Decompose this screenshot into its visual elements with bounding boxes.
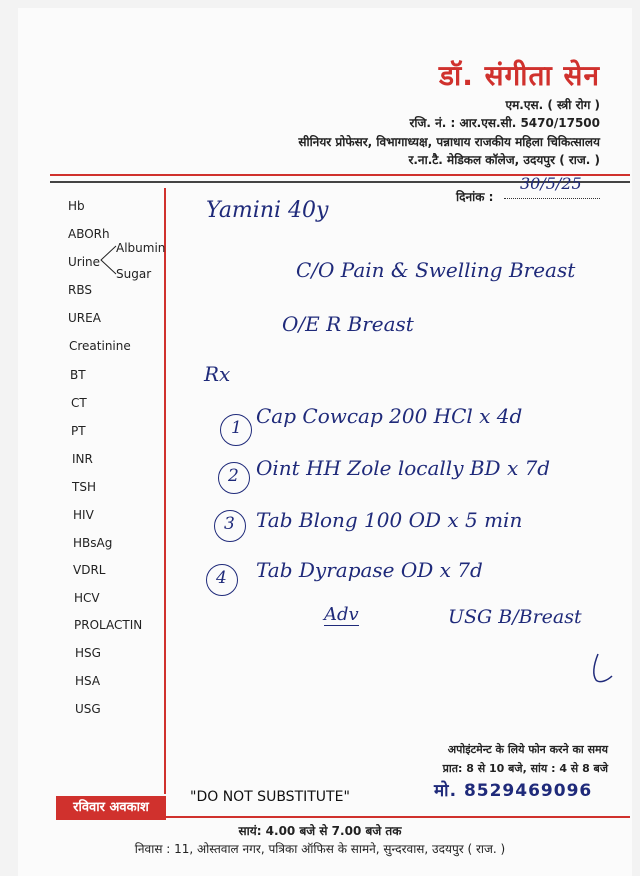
examination-note: O/E R Breast (282, 312, 414, 336)
footer-divider (56, 816, 630, 818)
test-hsg: HSG (75, 646, 101, 660)
college-name: र.ना.टै. मेडिकल कॉलेज, उदयपुर ( राज. ) (408, 153, 600, 167)
item-2-medicine: Oint HH Zole locally BD x 7d (256, 456, 551, 480)
test-hcv: HCV (74, 591, 100, 605)
date-dotted-line (504, 198, 600, 199)
qualification: एम.एस. ( स्त्री रोग ) (505, 98, 600, 112)
test-urea: UREA (68, 311, 101, 325)
item-4-number: 4 (216, 568, 227, 588)
rx-symbol: Rx (204, 362, 231, 386)
appointment-hours: प्रात: 8 से 10 बजे, सांय : 4 से 8 बजे (442, 762, 608, 775)
appointment-heading: अपोइंटमेन्ट के लिये फोन करने का समय (447, 743, 608, 756)
test-ct: CT (71, 396, 87, 410)
sunday-off-badge: रविवार अवकाश (56, 796, 166, 820)
test-hiv: HIV (73, 508, 94, 522)
doctor-name: डॉ. संगीता सेन (439, 59, 600, 92)
urine-bracket (98, 244, 118, 276)
test-bt: BT (70, 368, 86, 382)
do-not-substitute: "DO NOT SUBSTITUTE" (190, 789, 350, 805)
item-1-medicine: Cap Cowcap 200 HCl x 4d (256, 404, 523, 428)
test-pt: PT (71, 424, 86, 438)
item-3-medicine: Tab Blong 100 OD x 5 min (256, 508, 523, 532)
advice-text: USG B/Breast (448, 606, 582, 628)
test-hsa: HSA (75, 674, 101, 688)
test-inr: INR (72, 452, 93, 466)
test-albumin: Albumin (116, 241, 166, 255)
test-urine: Urine (68, 255, 101, 269)
test-hbsag: HBsAg (73, 536, 113, 550)
patient-name-age: Yamini 40y (206, 198, 329, 223)
designation: सीनियर प्रोफेसर, विभागाध्यक्ष, पन्नाधाय राजकीय महिला चिकित्सालय (298, 135, 600, 149)
mobile-number: मो. 8529469096 (434, 781, 593, 801)
item-4-medicine: Tab Dyrapase OD x 7d (256, 558, 483, 582)
test-creatinine: Creatinine (69, 339, 131, 353)
residence-address: निवास : 11, ओस्तवाल नगर, पत्रिका ऑफिस के सामने, सुन्दरवास, उदयपुर ( राज. ) (134, 842, 506, 856)
test-tsh: TSH (72, 480, 96, 494)
test-hb: Hb (68, 199, 85, 213)
date-value: 30/5/25 (520, 174, 582, 193)
chief-complaint: C/O Pain & Swelling Breast (296, 258, 576, 282)
item-3-number: 3 (224, 514, 235, 534)
item-2-number: 2 (228, 466, 239, 486)
test-sugar: Sugar (116, 267, 152, 281)
column-divider (164, 188, 166, 794)
test-vdrl: VDRL (73, 563, 106, 577)
date-label: दिनांक : (456, 190, 494, 204)
evening-hours: सायं: 4.00 बजे से 7.00 बजे तक (238, 824, 402, 838)
test-prolactin: PROLACTIN (74, 618, 143, 632)
registration-number: रजि. नं. : आर.एस.सी. 5470/17500 (409, 116, 600, 130)
test-aborh: ABORh (68, 227, 110, 241)
advice-label: Adv (324, 604, 359, 625)
item-1-number: 1 (231, 418, 242, 438)
test-usg: USG (75, 702, 101, 716)
signature-mark (576, 650, 616, 686)
test-rbs: RBS (68, 283, 92, 297)
